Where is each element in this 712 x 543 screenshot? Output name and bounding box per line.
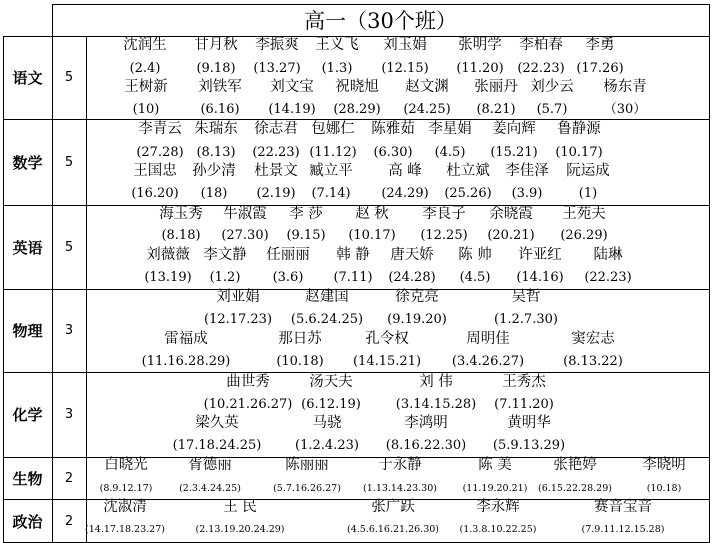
teacher-name: 王秀杰: [502, 374, 546, 390]
teacher-name: 那日苏: [278, 331, 322, 347]
weekly-hours: 5: [64, 154, 74, 170]
teacher-name: 张广跃: [371, 499, 415, 515]
class-numbers: (6.30): [373, 145, 413, 160]
teacher-name: 刘薇薇: [146, 247, 190, 263]
class-numbers: (27.30): [221, 228, 269, 243]
class-numbers: (10): [132, 102, 160, 117]
teacher-name: 梁久英: [195, 415, 239, 431]
teacher-name: 曲世秀: [226, 374, 270, 390]
weekly-hours: 3: [64, 323, 74, 338]
teacher-name: 孙少清: [192, 163, 236, 179]
teacher-name: 李文静: [203, 247, 247, 263]
class-numbers: (7.9.11.12.15.28): [581, 524, 665, 535]
class-numbers: (22.23): [584, 270, 632, 285]
teacher-name: 甘月秋: [194, 37, 238, 53]
class-numbers: (11.20): [456, 61, 504, 76]
class-numbers: (16.20): [131, 186, 179, 201]
class-numbers: (4.5): [434, 145, 466, 160]
teacher-name: 王 民: [223, 499, 257, 515]
class-numbers: (9.15): [286, 228, 326, 243]
class-numbers: (2.19): [256, 186, 296, 201]
class-numbers: (12.15): [381, 61, 429, 76]
class-numbers: (5.9.13.29): [492, 438, 566, 453]
teacher-name: 包娜仁: [311, 121, 355, 137]
teacher-name: 唐天娇: [390, 247, 434, 263]
teacher-name: 许亚红: [518, 247, 562, 263]
class-numbers: (3.6): [272, 270, 304, 285]
teacher-name: 李 莎: [289, 206, 323, 222]
teacher-name: 李勇: [585, 37, 615, 53]
class-numbers: (8.13.22): [563, 354, 623, 369]
class-numbers: (6.16): [200, 102, 240, 117]
teacher-name: 徐克亮: [395, 289, 439, 305]
teacher-name: 朱瑞东: [194, 121, 238, 137]
subject-name: 政治: [12, 512, 43, 531]
class-numbers: (6.12.19): [301, 397, 361, 412]
weekly-hours: 2: [64, 470, 74, 486]
subject-name: 英语: [12, 238, 43, 257]
teacher-name: 沈淑清: [103, 499, 147, 515]
class-numbers: (15.21): [490, 145, 538, 160]
class-numbers: (1.2): [209, 270, 241, 285]
teacher-name: 陈雅茹: [371, 121, 415, 137]
class-numbers: (1.2.7.30): [494, 312, 558, 327]
class-numbers: （30）: [603, 102, 647, 117]
class-numbers: (10.18): [646, 483, 682, 494]
grid-line-horizontal: [3, 289, 709, 290]
teacher-name: 杜景文: [254, 163, 298, 179]
grid-line-vertical: [86, 36, 87, 543]
teacher-name: 孔令权: [365, 331, 409, 347]
subject-name: 生物: [12, 469, 43, 488]
teacher-name: 高 峰: [388, 163, 422, 179]
class-numbers: (24.25): [403, 102, 451, 117]
class-numbers: (5.7.16.26.27): [273, 483, 341, 494]
class-numbers: (17.18.24.25): [172, 438, 262, 453]
class-numbers: (25.26): [444, 186, 492, 201]
table-title: 高一（30个班）: [304, 8, 457, 33]
teacher-name: 李永辉: [476, 499, 520, 515]
class-numbers: (14.17.18.23.27): [85, 524, 165, 535]
teacher-name: 汤天夫: [309, 374, 353, 390]
teacher-name: 鲁静源: [557, 121, 601, 137]
teacher-name: 张艳婷: [553, 457, 597, 473]
teacher-name: 牛淑霞: [223, 206, 267, 222]
class-numbers: (22.23): [252, 145, 300, 160]
teacher-name: 于永静: [378, 457, 422, 473]
teacher-name: 赵文渊: [405, 79, 449, 95]
teacher-name: 赵建国: [305, 289, 349, 305]
class-numbers: (11.19.20.21): [462, 483, 528, 494]
teacher-name: 王苑夫: [562, 206, 606, 222]
teacher-name: 雷福成: [164, 331, 208, 347]
teacher-name: 刘文宝: [270, 79, 314, 95]
class-numbers: (8.13): [196, 145, 236, 160]
teacher-name: 赵 秋: [355, 206, 389, 222]
class-numbers: (17.26): [576, 61, 624, 76]
teacher-name: 海玉秀: [159, 206, 203, 222]
class-numbers: (2.4): [129, 61, 161, 76]
teacher-name: 任丽丽: [266, 247, 310, 263]
class-numbers: (6.15.22.28.29): [538, 483, 612, 494]
class-numbers: (28.29): [333, 102, 381, 117]
class-numbers: (20.21): [487, 228, 535, 243]
teacher-name: 刘铁军: [198, 79, 242, 95]
weekly-hours: 5: [64, 239, 74, 255]
class-numbers: (18): [200, 186, 228, 201]
teacher-name: 李振爽: [255, 37, 299, 53]
class-numbers: (13.27): [253, 61, 301, 76]
class-numbers: (14.15.21): [352, 354, 422, 369]
weekly-hours: 3: [64, 407, 74, 422]
teacher-name: 姜向辉: [492, 121, 536, 137]
class-numbers: (7.11): [333, 270, 373, 285]
teacher-name: 李良子: [422, 206, 466, 222]
teacher-name: 李佳泽: [505, 163, 549, 179]
class-numbers: (1): [578, 186, 598, 201]
class-numbers: (1.2.4.23): [295, 438, 359, 453]
teacher-name: 陈丽丽: [285, 457, 329, 473]
teacher-name: 李柏春: [519, 37, 563, 53]
class-numbers: (1.3.8.10.22.25): [459, 524, 537, 535]
teacher-name: 李晓明: [642, 457, 686, 473]
teacher-name: 张明学: [458, 37, 502, 53]
class-numbers: (3.14.15.28): [395, 397, 477, 412]
class-numbers: (2.13.19.20.24.29): [195, 524, 285, 535]
teacher-name: 刘玉娟: [383, 37, 427, 53]
class-numbers: (5.6.24.25): [290, 312, 364, 327]
teacher-name: 韩 静: [336, 247, 370, 263]
teacher-name: 李青云: [138, 121, 182, 137]
class-numbers: (14.19): [268, 102, 316, 117]
class-numbers: (9.18): [196, 61, 236, 76]
class-numbers: (10.17): [555, 145, 603, 160]
teacher-name: 李鸿明: [404, 415, 448, 431]
class-numbers: (12.25): [420, 228, 468, 243]
class-numbers: (8.21): [476, 102, 516, 117]
teacher-name: 阮运成: [566, 163, 610, 179]
class-numbers: (10.18): [276, 354, 324, 369]
class-numbers: (11.12): [309, 145, 357, 160]
grid-line-horizontal: [3, 372, 709, 373]
teacher-name: 杨东青: [603, 79, 647, 95]
grid-line-horizontal: [52, 4, 709, 5]
class-numbers: (13.19): [144, 270, 192, 285]
grid-line-vertical: [709, 4, 710, 543]
teacher-name: 马骁: [312, 415, 342, 431]
teacher-name: 王国忠: [133, 163, 177, 179]
subject-name: 语文: [12, 69, 43, 87]
weekly-hours: 2: [64, 513, 74, 529]
teacher-name: 王义飞: [315, 37, 359, 53]
subject-name: 数学: [12, 153, 43, 172]
teacher-name: 黄明华: [507, 415, 551, 431]
teacher-name: 沈润生: [123, 37, 167, 53]
class-numbers: (1.13.14.23.30): [363, 483, 437, 494]
teacher-name: 李星娟: [428, 121, 472, 137]
teacher-name: 刘亚娟: [216, 289, 260, 305]
class-numbers: (9.19.20): [387, 312, 447, 327]
teacher-name: 周明佳: [466, 331, 510, 347]
class-numbers: (7.11.20): [494, 397, 554, 412]
class-numbers: (22.23): [517, 61, 565, 76]
class-numbers: (10.21.26.27): [203, 397, 293, 412]
class-numbers: (10.17): [348, 228, 396, 243]
teacher-name: 陈 美: [478, 457, 512, 473]
teacher-name: 杜立斌: [446, 163, 490, 179]
teacher-name: 臧立平: [309, 163, 353, 179]
class-numbers: (8.16.22.30): [385, 438, 467, 453]
class-numbers: (4.5): [459, 270, 491, 285]
teacher-name: 赛音宝音: [594, 499, 652, 515]
teacher-name: 徐志君: [254, 121, 298, 137]
subject-name: 物理: [12, 322, 43, 340]
class-numbers: (27.28): [136, 145, 184, 160]
class-numbers: (11.16.28.29): [141, 354, 231, 369]
class-numbers: (5.7): [536, 102, 568, 117]
class-numbers: (24.29): [381, 186, 429, 201]
grid-line-horizontal: [3, 119, 709, 120]
teacher-name: 陈 帅: [458, 247, 492, 263]
teacher-name: 吴哲: [511, 289, 541, 305]
teacher-name: 陆琳: [593, 247, 623, 263]
subject-name: 化学: [12, 406, 43, 424]
class-numbers: (4.5.6.16.21.26.30): [346, 524, 440, 535]
class-numbers: (3.9): [511, 186, 543, 201]
teacher-name: 白晓光: [104, 457, 148, 473]
teacher-name: 胥德丽: [188, 457, 232, 473]
class-numbers: (3.4.26.27): [451, 354, 525, 369]
class-numbers: (14.16): [516, 270, 564, 285]
class-numbers: (1.3): [321, 61, 353, 76]
class-numbers: (8.18): [161, 228, 201, 243]
teacher-name: 刘 伟: [419, 374, 453, 390]
teacher-name: 祝晓旭: [335, 79, 379, 95]
class-numbers: (24.28): [388, 270, 436, 285]
class-numbers: (12.17.23): [203, 312, 273, 327]
class-numbers: (8.9.12.17): [99, 483, 153, 494]
teacher-name: 窦宏志: [571, 331, 615, 347]
teacher-name: 张丽丹: [474, 79, 518, 95]
weekly-hours: 5: [64, 70, 74, 85]
teacher-name: 王树新: [124, 79, 168, 95]
class-numbers: (2.3.4.24.25): [179, 483, 241, 494]
class-numbers: (7.14): [311, 186, 351, 201]
class-numbers: (26.29): [560, 228, 608, 243]
teacher-name: 余晓霞: [489, 206, 533, 222]
teacher-name: 刘少云: [530, 79, 574, 95]
